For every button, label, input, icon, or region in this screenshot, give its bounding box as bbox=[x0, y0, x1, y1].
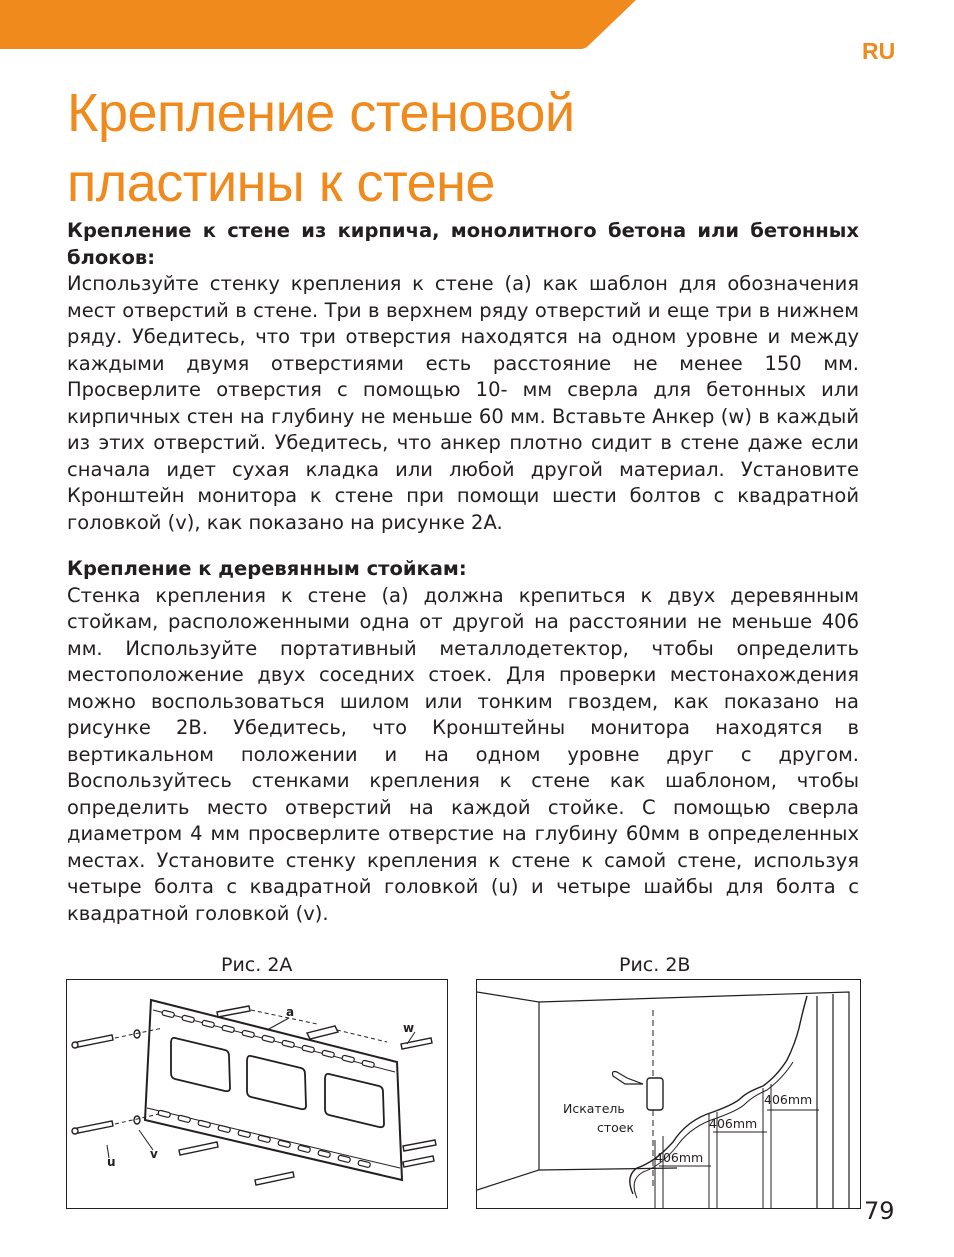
section-masonry-body: Используйте стенку крепления к стене (a) как шаблон для обозначения мест отверстий в стене. Три в верхнем ряду отверстий и еще три в нижнем ряду. Убедитесь, что три отверстия находятся на одном уровне и между каждыми двумя отверстиями есть расстояние не менее 150 мм. Просверлите отверстия с помощью 10- мм сверла для бетонных или кирпичных стен на глубину не меньше 60 мм. Вставьте Анкер (w) в каждый из этих отверстий. Убедитесь, что анкер плотно сидит в стене даже если сначала идет сухая кладка или любой другой материал. Установите Кронштейн монитора к стене при помощи шести болтов с квадратной головкой (v), как показано на рисунке 2A. bbox=[67, 272, 859, 534]
figure-2a-caption: Рис. 2A bbox=[221, 954, 293, 976]
section-wood-heading: Крепление к деревянным стойкам: bbox=[67, 557, 467, 580]
dimension-label-2: 406mm bbox=[709, 1116, 758, 1131]
language-badge: RU bbox=[862, 38, 896, 64]
dimension-label-1: 406mm bbox=[764, 1092, 813, 1107]
stud-finder-label-line1: Искатель bbox=[563, 1101, 625, 1116]
figure-2b-caption: Рис. 2B bbox=[619, 954, 691, 976]
page-number: 79 bbox=[864, 1197, 895, 1225]
figure-2b bbox=[476, 979, 861, 1209]
wall-plate-illustration bbox=[67, 980, 447, 1208]
page-title bbox=[67, 78, 575, 218]
section-masonry bbox=[67, 218, 859, 536]
label-u: u bbox=[107, 1155, 116, 1169]
stud-finder-illustration bbox=[477, 980, 860, 1208]
section-wood-body: Стенка крепления к стене (a) должна крепиться к двух деревянным стойкам, расположенными одна от другой на расстоянии не меньше 406 мм. Используйте портативный металлодетектор, чтобы определить местоположение двух соседних стоек. Для проверки местонахождения можно воспользоваться шилом или тонким гвоздем, как показано на рисунке 2B. Убедитесь, что Кронштейны монитора находятся в вертикальном положении и на одном уровне друг с другом. Воспользуйтесь стенками крепления к стене как шаблоном, чтобы определить место отверстий на каждой стойке. С помощью сверла диаметром 4 мм просверлите отверстие на глубину 60мм в определенных местах. Установите стенку крепления к стене к самой стене, используя четыре болта с квадратной головкой (u) и четыре шайбы для болта с квадратной головкой (v). bbox=[67, 583, 859, 925]
section-masonry-heading: Крепление к стене из кирпича, монолитного бетона или бетонных блоков: bbox=[67, 219, 859, 269]
stud-finder bbox=[647, 1078, 663, 1110]
figure-2a bbox=[66, 979, 448, 1209]
dimension-label-3: 406mm bbox=[655, 1150, 704, 1165]
header-banner bbox=[0, 0, 954, 50]
title-line-2: пластины к стене bbox=[67, 153, 495, 213]
section-wood bbox=[67, 556, 859, 927]
label-w: w bbox=[403, 1021, 415, 1035]
title-line-1: Крепление стеновой bbox=[67, 83, 575, 143]
stud-finder-label-line2: стоек bbox=[597, 1120, 635, 1135]
label-v: v bbox=[150, 1147, 158, 1161]
label-a: a bbox=[286, 1005, 295, 1019]
